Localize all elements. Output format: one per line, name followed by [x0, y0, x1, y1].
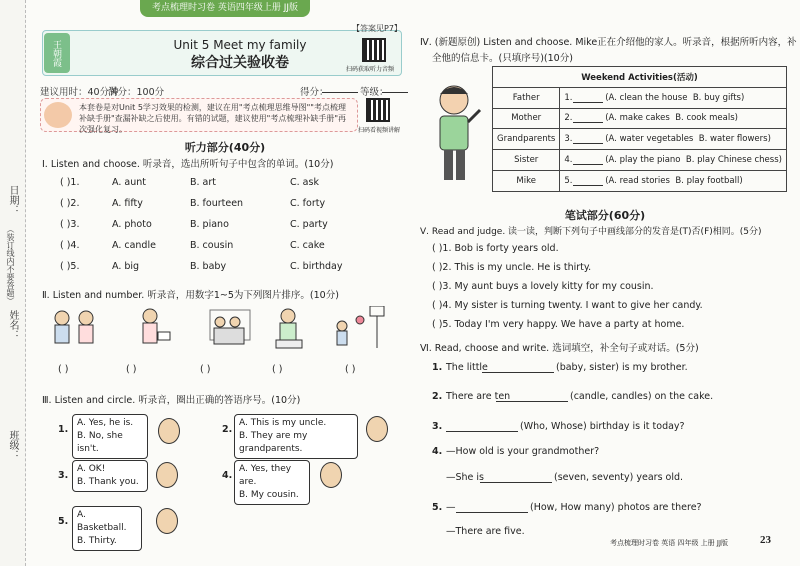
brand-badge: 王朝霞 — [44, 33, 70, 73]
girl-face-icon — [320, 462, 342, 488]
sec1-opt-b: B. piano — [190, 219, 229, 230]
sec2-bracket[interactable]: ( ) — [272, 364, 283, 375]
sec1-num[interactable]: ( )4. — [60, 240, 80, 251]
score-line — [322, 92, 358, 93]
sec3-bubble[interactable] — [234, 460, 310, 505]
qr-caption: 扫码获取听力音频 — [346, 66, 395, 73]
sec1-num[interactable]: ( )1. — [60, 177, 80, 188]
sec2-bracket[interactable]: ( ) — [126, 364, 137, 375]
sec5-row[interactable]: ( )5. Today I'm very happy. We have a party at home. — [432, 319, 685, 330]
sec3-bubble[interactable] — [72, 506, 142, 551]
seal-note: （装订线内不要答题） — [6, 225, 15, 305]
sec6-num: 2. — [432, 391, 443, 402]
top-banner: 考点梳理时习卷 英语四年级上册 JJ版 — [140, 0, 310, 17]
sec6-pre: —There are five. — [446, 526, 525, 537]
girl-face-icon — [366, 416, 388, 442]
activity-cell[interactable] — [560, 129, 787, 150]
option-a: A. This is my uncle. — [239, 418, 327, 428]
sec6-pre: —How old is your grandmother? — [446, 446, 600, 457]
qr-code-icon[interactable] — [362, 38, 386, 62]
option-a: A. Basketball. — [77, 510, 127, 533]
time-label: 建议用时：40分钟 — [40, 87, 119, 98]
sec6-opt: (Who, Whose) birthday is it today? — [520, 421, 685, 432]
name-label: 姓名： — [7, 310, 18, 340]
sec6-num: 4. — [432, 446, 443, 457]
written-heading: 笔试部分(60分) — [564, 209, 646, 222]
boy-girl-picture — [55, 311, 93, 343]
sec5-row[interactable]: ( )1. Bob is forty years old. — [432, 243, 559, 254]
option-a: A. Yes, he is. — [77, 418, 134, 428]
sec1-opt-c: C. ask — [290, 177, 319, 188]
mascot-icon — [44, 102, 72, 128]
sec3-num: 3. — [58, 470, 69, 481]
sec1-opt-b: B. cousin — [190, 240, 234, 251]
option-a: A. OK! — [77, 464, 106, 474]
boy-face-icon — [156, 508, 178, 534]
sec2-pictures — [50, 306, 400, 356]
listening-heading: 听力部分(40分) — [184, 141, 266, 154]
sec1-opt-a: A. candle — [112, 240, 156, 251]
sec1-opt-a: A. photo — [112, 219, 152, 230]
activity-cell[interactable] — [560, 87, 787, 108]
sec3-title: Ⅲ. Listen and circle. 听录音，圈出正确的答语序号。(10分) — [42, 395, 301, 406]
sec2-bracket[interactable]: ( ) — [58, 364, 69, 375]
sec1-opt-c: C. party — [290, 219, 328, 230]
sec2-title: Ⅱ. Listen and number. 听录音，用数字1~5为下列图片排序。(10分) — [42, 290, 339, 301]
row-num: 2. — [564, 113, 573, 124]
sec1-opt-a: A. fifty — [112, 198, 143, 209]
answer-line[interactable] — [480, 482, 552, 483]
binding-strip — [0, 0, 26, 566]
opt-a: (A. make cakes — [605, 113, 670, 124]
option-b: B. They are my grandparents. — [239, 431, 308, 454]
footer-text: 考点梳理时习卷 英语 四年级 上册 JJ版 — [610, 539, 729, 547]
answer-line[interactable] — [456, 512, 528, 513]
opt-b: B. play Chinese chess) — [685, 155, 782, 166]
sec3-bubble[interactable] — [234, 414, 358, 459]
sec1-title: Ⅰ. Listen and choose. 听录音，选出所听句子中包含的单词。(10分) — [42, 159, 334, 170]
opt-b: B. water flowers) — [698, 134, 771, 145]
answer-line[interactable] — [446, 431, 518, 432]
grade-line — [382, 92, 408, 93]
note-text: 本套卷是对Unit 5学习效果的检测，建议在用"考点梳理思维导图""考点梳理补缺手册"查漏补缺之后使用。有错的试题，建议使用"考点梳理补缺手册"再次强化复习。 — [79, 103, 347, 134]
activity-cell[interactable] — [560, 108, 787, 129]
answer-blank[interactable] — [573, 94, 603, 103]
answer-blank[interactable] — [573, 177, 603, 186]
opt-a: (A. read stories — [605, 175, 670, 186]
answer-blank[interactable] — [573, 114, 603, 123]
score-label: 满分：100分 — [108, 87, 165, 98]
sec4-title-2: 全他的信息卡。(只填序号)(10分) — [432, 53, 573, 64]
sec1-opt-c: C. birthday — [290, 261, 343, 272]
sec5-row[interactable]: ( )3. My aunt buys a lovely kitty for my cousin. — [432, 281, 654, 292]
get-score-label: 得分： — [300, 87, 329, 98]
who-cell: Grandparents — [493, 129, 560, 150]
who-cell: Mother — [493, 108, 560, 129]
answer-blank[interactable] — [573, 135, 603, 144]
option-b: B. No, she isn't. — [77, 431, 123, 454]
sec1-opt-c: C. cake — [290, 240, 325, 251]
opt-b: B. buy gifts) — [692, 92, 745, 103]
answer-line[interactable] — [482, 372, 554, 373]
sec4-title: Ⅳ. (新题原创) Listen and choose. Mike正在介绍他的家人。听录音，根据所听内容，补 — [420, 37, 797, 48]
video-qr-icon[interactable] — [366, 98, 390, 122]
sec6-pre: —She is — [446, 472, 485, 483]
answer-line[interactable] — [496, 401, 568, 402]
sec1-num[interactable]: ( )5. — [60, 261, 80, 272]
man-cooking-picture — [276, 309, 302, 348]
video-qr-caption: 扫码看视频讲解 — [358, 127, 401, 134]
sec1-opt-b: B. art — [190, 177, 217, 188]
sec6-opt: (How, How many) photos are there? — [530, 502, 702, 513]
family-picture — [210, 310, 250, 344]
sec6-opt: (baby, sister) is my brother. — [556, 362, 688, 373]
sec6-num: 1. — [432, 362, 443, 373]
opt-b: B. cook meals) — [675, 113, 738, 124]
sec6-opt: (seven, seventy) years old. — [554, 472, 684, 483]
sec1-opt-a: A. aunt — [112, 177, 146, 188]
row-num: 3. — [564, 134, 573, 145]
note-box — [40, 98, 358, 132]
table-row — [493, 129, 787, 150]
answer-tag: 【答案见P7】 — [352, 24, 402, 33]
weekend-table — [492, 66, 787, 192]
sec3-num: 5. — [58, 516, 69, 527]
sec5-row[interactable]: ( )4. My sister is turning twenty. I want to give her candy. — [432, 300, 703, 311]
sec2-bracket[interactable]: ( ) — [200, 364, 211, 375]
basketball-picture — [337, 306, 384, 348]
sec3-bubble[interactable] — [72, 414, 148, 459]
who-cell: Mike — [493, 170, 560, 191]
page-title: 综合过关验收卷 — [191, 55, 289, 71]
sec5-row[interactable]: ( )2. This is my uncle. He is thirty. — [432, 262, 592, 273]
option-b: B. Thank you. — [77, 477, 139, 487]
row-num: 4. — [564, 155, 573, 166]
girl-face-icon — [158, 418, 180, 444]
sec1-opt-c: C. forty — [290, 198, 326, 209]
activity-cell[interactable] — [560, 170, 787, 191]
who-cell: Sister — [493, 150, 560, 171]
who-cell: Father — [493, 87, 560, 108]
table-row — [493, 150, 787, 171]
sec6-num: 5. — [432, 502, 443, 513]
sec3-bubble[interactable] — [72, 460, 148, 492]
option-a: A. Yes, they are. — [239, 464, 292, 487]
sec6-num: 3. — [432, 421, 443, 432]
sec3-num: 4. — [222, 470, 233, 481]
opt-a: (A. water vegetables — [605, 134, 694, 145]
sec6-title: Ⅵ. Read, choose and write. 选词填空，补全句子或对话。(5分) — [420, 343, 699, 354]
table-row — [493, 87, 787, 108]
sec1-opt-b: B. baby — [190, 261, 227, 272]
opt-a: (A. play the piano — [605, 155, 681, 166]
option-b: B. Thirty. — [77, 536, 117, 546]
sec3-num: 1. — [58, 424, 69, 435]
page-number: 23 — [760, 534, 771, 546]
row-num: 1. — [564, 92, 573, 103]
row-num: 5. — [564, 175, 573, 186]
sec1-opt-a: A. big — [112, 261, 140, 272]
sec5-title: Ⅴ. Read and judge. 读一读，判断下列句子中画线部分的发音是(T)否(F)相同。(5分) — [420, 227, 762, 237]
activity-cell[interactable] — [560, 150, 787, 171]
date-label: 日期： — [7, 185, 18, 215]
sec1-num[interactable]: ( )3. — [60, 219, 80, 230]
opt-a: (A. clean the house — [605, 92, 688, 103]
sec6-pre: — — [446, 502, 456, 513]
sec6-pre: The little — [446, 362, 488, 373]
table-row — [493, 108, 787, 129]
mike-figure — [428, 80, 484, 190]
option-b: B. My cousin. — [239, 490, 299, 500]
grade-label: 等级： — [360, 87, 389, 98]
sec6-opt: (candle, candles) on the cake. — [570, 391, 714, 402]
table-row — [493, 170, 787, 191]
sec2-bracket[interactable]: ( ) — [345, 364, 356, 375]
sec1-opt-b: B. fourteen — [190, 198, 244, 209]
answer-blank[interactable] — [573, 156, 603, 165]
unit-title: Unit 5 Meet my family — [173, 38, 307, 52]
sec3-num: 2. — [222, 424, 233, 435]
table-title: Weekend Activities(活动) — [493, 67, 787, 88]
class-label: 班级： — [7, 430, 18, 460]
sec6-pre: There are ten — [446, 391, 511, 402]
boy-face-icon — [156, 462, 178, 488]
opt-b: B. play football) — [675, 175, 743, 186]
sec1-num[interactable]: ( )2. — [60, 198, 80, 209]
girl-cake-picture — [143, 309, 170, 343]
